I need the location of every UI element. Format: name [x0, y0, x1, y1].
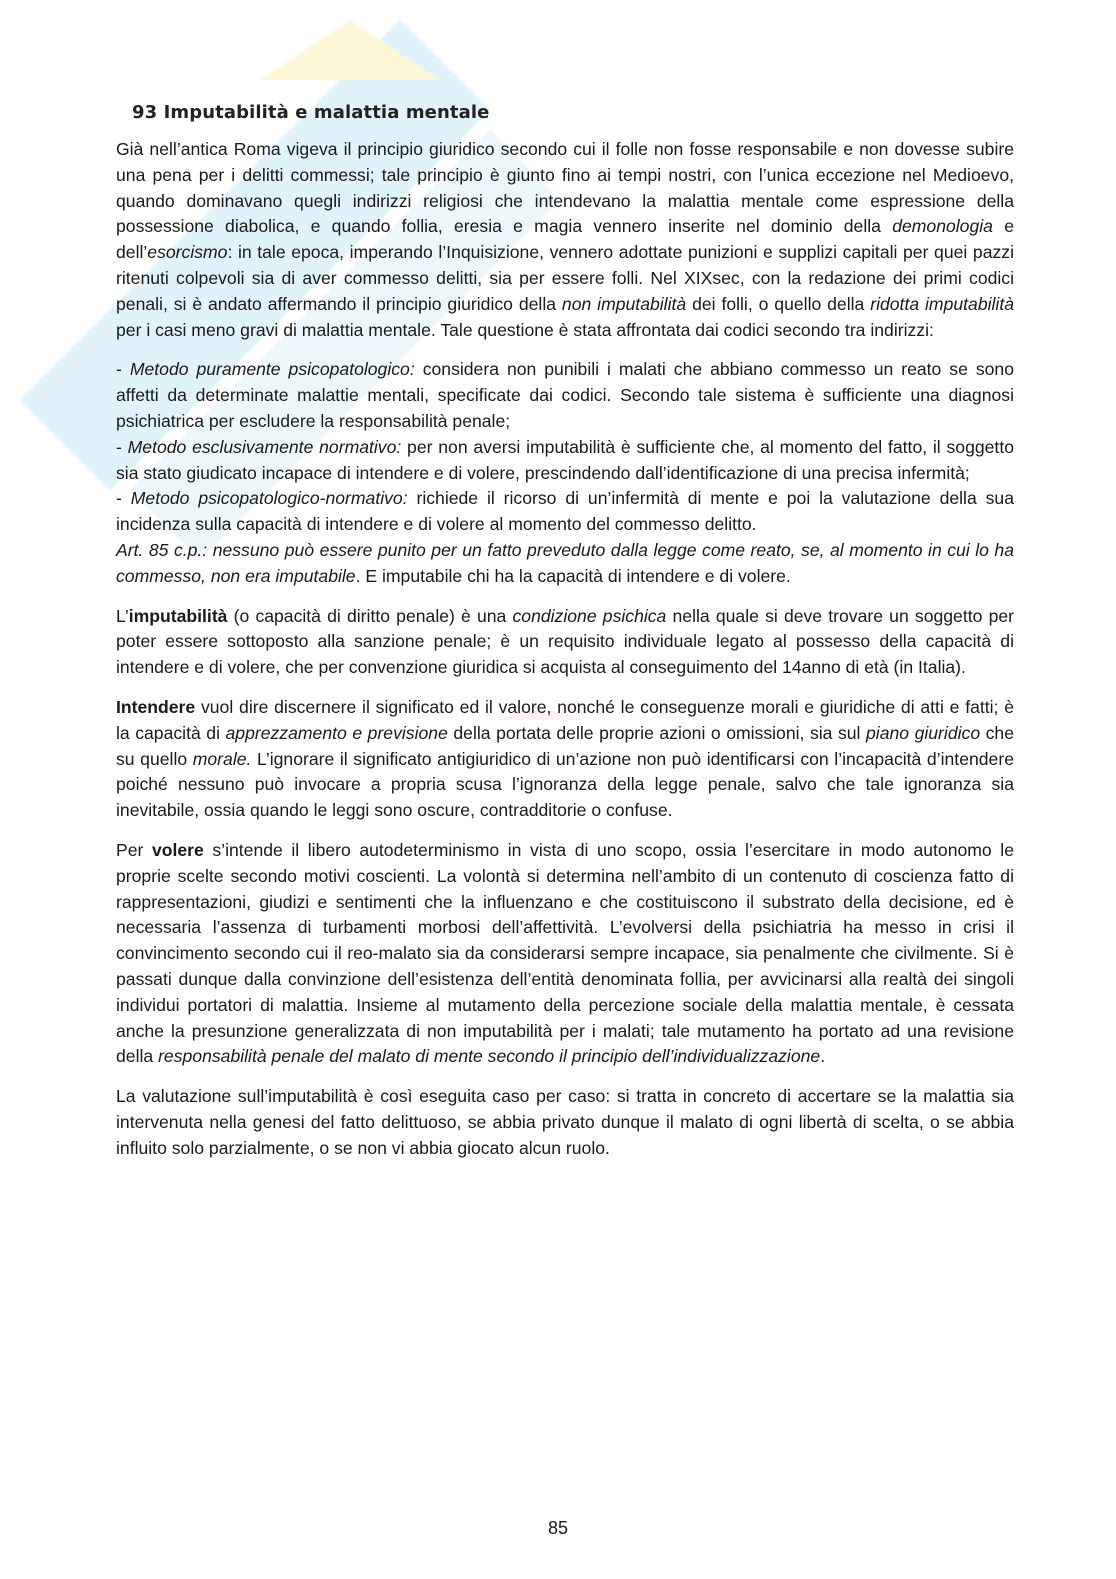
- section-title: 93 Imputabilità e malattia mentale: [132, 102, 490, 123]
- document-page: [116, 102, 1014, 1175]
- page-number: 85: [547, 1518, 569, 1538]
- paragraph-imputabilita: L’imputabilità (o capacità di diritto penale) è una condizione psichica nella quale si deve trovare un soggetto per poter essere sottoposto alla sanzione penale; è un requisito individuale legato al possesso della capacità di intendere e di volere, che per convenzione giuridica si acquista al conseguimento del 14anno di età (in Italia).: [116, 605, 1014, 678]
- paragraph-intendere: Intendere vuol dire discernere il significato ed il valore, nonché le conseguenze morali e giuridiche di atti e fatti; è la capacità di apprezzamento e previsione della portata delle proprie azioni o omissioni, sia sul piano giuridico che su quello morale. L’ignorare il significato antigiuridico di un’azione non può identificarsi con l’incapacità d’intendere poiché nessuno può invocare a propria scusa l’ignoranza della legge penale, salvo che tale ignoranza sia inevitabile, ossia quando le leggi sono oscure, contradditorie o confuse.: [116, 696, 1015, 821]
- paragraph-volere: Per volere s’intende il libero autodeterminismo in vista di uno scopo, ossia l’esercitare in modo autonomo le proprie scelte secondo motivi coscienti. La volontà si determina nell’ambito di un contenuto di coscienza fatto di rappresentazioni, giudizi e sentimenti che la influenzano e che costituiscono il substrato della decisione, ed è necessaria l’assenza di turbamenti morbosi dell’affettività. L’evolversi della psichiatria ha messo in crisi il convincimento secondo cui il reo-malato sia da considerarsi sempre incapace, sia penalmente che civilmente. Si è passati dunque dalla convinzione dell’esistenza dell’entità denominata follia, per avvicinarsi alla realtà dei singoli individui portatori di malattia. Insieme al mutamento della percezione sociale della malattia mentale, è cessata anche la presunzione generalizzata di non imputabilità per i malati; tale mutamento ha portato ad una revisione della responsabilità penale del malato di mente secondo il principio dell’individualizzazione.: [116, 839, 1014, 1067]
- article-85: Art. 85 c.p.: nessuno può essere punito per un fatto preveduto dalla legge come reato, se, al momento in cui lo ha commesso, non era imputabile. E imputabile chi ha la capacità di intendere e di volere.: [116, 539, 1014, 586]
- method-psicopatologico-normativo: - Metodo psicopatologico-normativo: richiede il ricorso di un’infermità di mente e poi la valutazione della sua incidenza sulla capacità di intendere e di volere al momento del commesso delitto.: [116, 488, 1014, 535]
- paragraph-valutazione: La valutazione sull’imputabilità è così eseguita caso per caso: si tratta in concreto di accertare se la malattia sia intervenuta nella genesi del fatto delittuoso, se abbia privato dunque il malato di ogni libertà di scelta, o se abbia influito solo parzialmente, o se non vi abbia giocato alcun ruolo.: [116, 1086, 1014, 1158]
- paragraph-history: Già nell’antica Roma vigeva il principio giuridico secondo cui il folle non fosse responsabile e non dovesse subire una pena per i delitti commessi; tale principio è giunto fino ai tempi nostri, con l’unica eccezione nel Medioevo, quando dominavano quegli indirizzi religiosi che intendevano la malattia mentale come espressione della possessione diabolica, e quando follia, eresia e magia vennero inserite nel dominio della demonologia e dell’esorcismo: in tale epoca, imperando l’Inquisizione, vennero adottate punizioni e supplizi capitali per quei pazzi ritenuti colpevoli sia di aver commesso delitti, sia per essere folli. Nel XIXsec, con la redazione dei primi codici penali, si è andato affermando il principio giuridico della non imputabilità dei folli, o quello della ridotta imputabilità per i casi meno gravi di malattia mentale. Tale questione è stata affrontata dai codici secondo tra indirizzi:: [116, 139, 1015, 340]
- method-normativo: - Metodo esclusivamente normativo: per non aversi imputabilità è sufficiente che, al momento del fatto, il soggetto sia stato giudicato incapace di intendere e di volere, prescindendo dall’identificazione di una precisa infermità;: [116, 436, 1014, 483]
- method-psicopatologico: - Metodo puramente psicopatologico: considera non punibili i malati che abbiano commesso un reato se sono affetti da determinate malattie mentali, specificate dai codici. Secondo tale sistema è sufficiente una diagnosi psichiatrica per escludere la responsabilità penale;: [116, 359, 1015, 431]
